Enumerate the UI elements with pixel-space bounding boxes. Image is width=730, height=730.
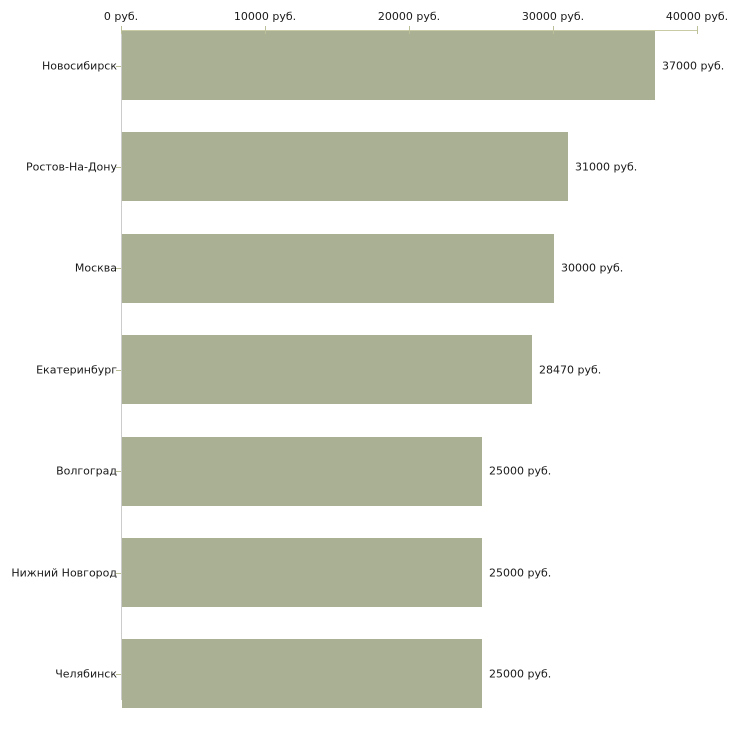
value-label: 37000 руб. [662,59,725,73]
value-label: 31000 руб. [575,160,638,174]
x-axis-tick-label: 40000 руб. [665,10,729,23]
x-axis-tick-mark [265,26,266,34]
x-axis-tick-mark [553,26,554,34]
x-axis-tick-label: 10000 руб. [233,10,297,23]
x-axis-tick-mark [409,26,410,34]
value-label: 25000 руб. [489,464,552,478]
value-label: 25000 руб. [489,667,552,681]
bar-2 [122,132,568,201]
category-label: Москва [74,261,117,275]
category-label: Челябинск [55,667,117,681]
bar-1 [122,31,655,100]
category-label: Волгоград [56,464,117,478]
category-label: Екатеринбург [36,363,117,377]
bar-4 [122,335,532,404]
bar-3 [122,234,554,303]
bar-7 [122,639,482,708]
x-axis-tick-label: 20000 руб. [377,10,441,23]
bar-6 [122,538,482,607]
x-axis-tick-label: 30000 руб. [521,10,585,23]
x-axis-tick-mark [697,26,698,34]
value-label: 28470 руб. [539,363,602,377]
x-axis-tick-mark [121,26,122,34]
category-label: Ростов-На-Дону [25,160,117,174]
category-label: Новосибирск [41,59,117,73]
bar-5 [122,437,482,506]
value-label: 30000 руб. [561,261,624,275]
value-label: 25000 руб. [489,566,552,580]
x-axis-tick-label: 0 руб. [103,10,139,23]
category-label: Нижний Новгород [11,566,117,580]
